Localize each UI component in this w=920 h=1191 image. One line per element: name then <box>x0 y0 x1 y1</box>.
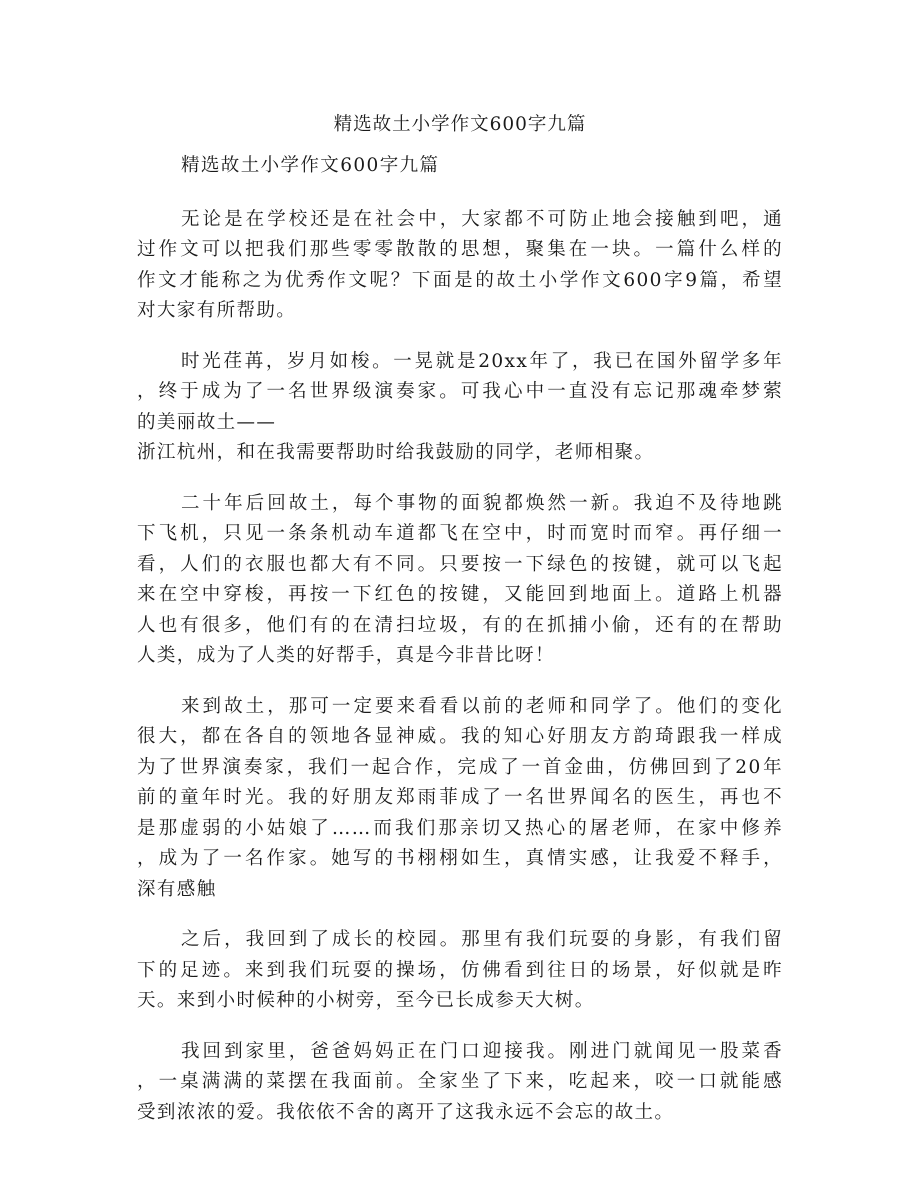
paragraph-line: 是那虚弱的小姑娘了……而我们那亲切又热心的屠老师，在家中修养 <box>137 817 783 839</box>
paragraph-line: 浙江杭州，和在我需要帮助时给我鼓励的同学，老师相聚。 <box>137 442 655 463</box>
paragraph-line: ，一桌满满的菜摆在我面前。全家坐了下来，吃起来，咬一口就能感 <box>137 1071 783 1092</box>
paragraph-line: ，终于成为了一名世界级演奏家。可我心中一直没有忘记那魂牵梦萦 <box>137 381 783 402</box>
paragraph-line: 过作文可以把我们那些零零散散的思想，聚集在一块。一篇什么样的 <box>137 239 783 260</box>
paragraph-line: 的美丽故土—— <box>137 411 277 433</box>
subtitle-paragraph <box>137 151 783 182</box>
paragraph-teachers-classmates <box>137 692 783 906</box>
paragraph-line: 下的足迹。来到我们玩耍的操场，仿佛看到往日的场景，好似就是昨 <box>137 959 783 981</box>
paragraph-line: 受到浓浓的爱。我依依不舍的离开了这我永远不会忘的故土。 <box>137 1101 675 1123</box>
paragraph-line: 深有感触 <box>137 878 217 900</box>
document-title: 精选故土小学作文600字九篇 <box>333 114 587 135</box>
paragraph-line: 无论是在学校还是在社会中，大家都不可防止地会接触到吧，通 <box>181 208 783 230</box>
paragraph-line: 来在空中穿梭，再按一下红色的按键，又能回到地面上。道路上机器 <box>137 584 783 605</box>
paragraph-line: 为了世界演奏家，我们一起合作，完成了一首金曲，仿佛回到了20年 <box>137 756 783 778</box>
paragraph-intro <box>137 205 783 327</box>
paragraph-line: 作文才能称之为优秀作文呢？下面是的故土小学作文600字9篇，希望 <box>137 269 783 291</box>
paragraph-line: 来到故土，那可一定要来看看以前的老师和同学了。他们的变化 <box>181 695 783 717</box>
paragraph-line: 二十年后回故土，每个事物的面貌都焕然一新。我迫不及待地跳 <box>181 492 783 514</box>
paragraph-family <box>137 1037 783 1129</box>
paragraph-line: ，成为了一名作家。她写的书栩栩如生，真情实感，让我爱不释手， <box>137 848 783 869</box>
paragraph-return-home <box>137 489 783 672</box>
paragraph-line: 很大，都在各自的领地各显神威。我的知心好朋友方韵琦跟我一样成 <box>137 726 783 747</box>
paragraph-line: 人类，成为了人类的好帮手，真是今非昔比呀！ <box>137 645 555 666</box>
paragraph-line: 我回到家里，爸爸妈妈正在门口迎接我。刚进门就闻见一股菜香 <box>181 1040 783 1062</box>
paragraph-line: 人也有很多，他们有的在清扫垃圾，有的在抓捕小偷，还有的在帮助 <box>137 614 783 636</box>
paragraph-school <box>137 925 783 1017</box>
paragraph-line: 之后，我回到了成长的校园。那里有我们玩耍的身影，有我们留 <box>181 929 783 950</box>
paragraph-line: 天。来到小时候种的小树旁，至今已长成参天大树。 <box>137 990 595 1011</box>
document-body <box>137 151 783 1148</box>
paragraph-line: 时光荏苒，岁月如梭。一晃就是20xx年了，我已在国外留学多年 <box>181 350 783 372</box>
paragraph-time-passes <box>137 347 783 469</box>
subtitle-line: 精选故土小学作文600字九篇 <box>181 155 440 176</box>
paragraph-line: 前的童年时光。我的好朋友郑雨菲成了一名世界闻名的医生，再也不 <box>137 787 783 808</box>
paragraph-line: 看，人们的衣服也都大有不同。只要按一下绿色的按键，就可以飞起 <box>137 553 783 575</box>
paragraph-line: 对大家有所帮助。 <box>137 300 297 321</box>
paragraph-line: 下飞机，只见一条条机动车道都飞在空中，时而宽时而窄。再仔细一 <box>137 523 783 544</box>
